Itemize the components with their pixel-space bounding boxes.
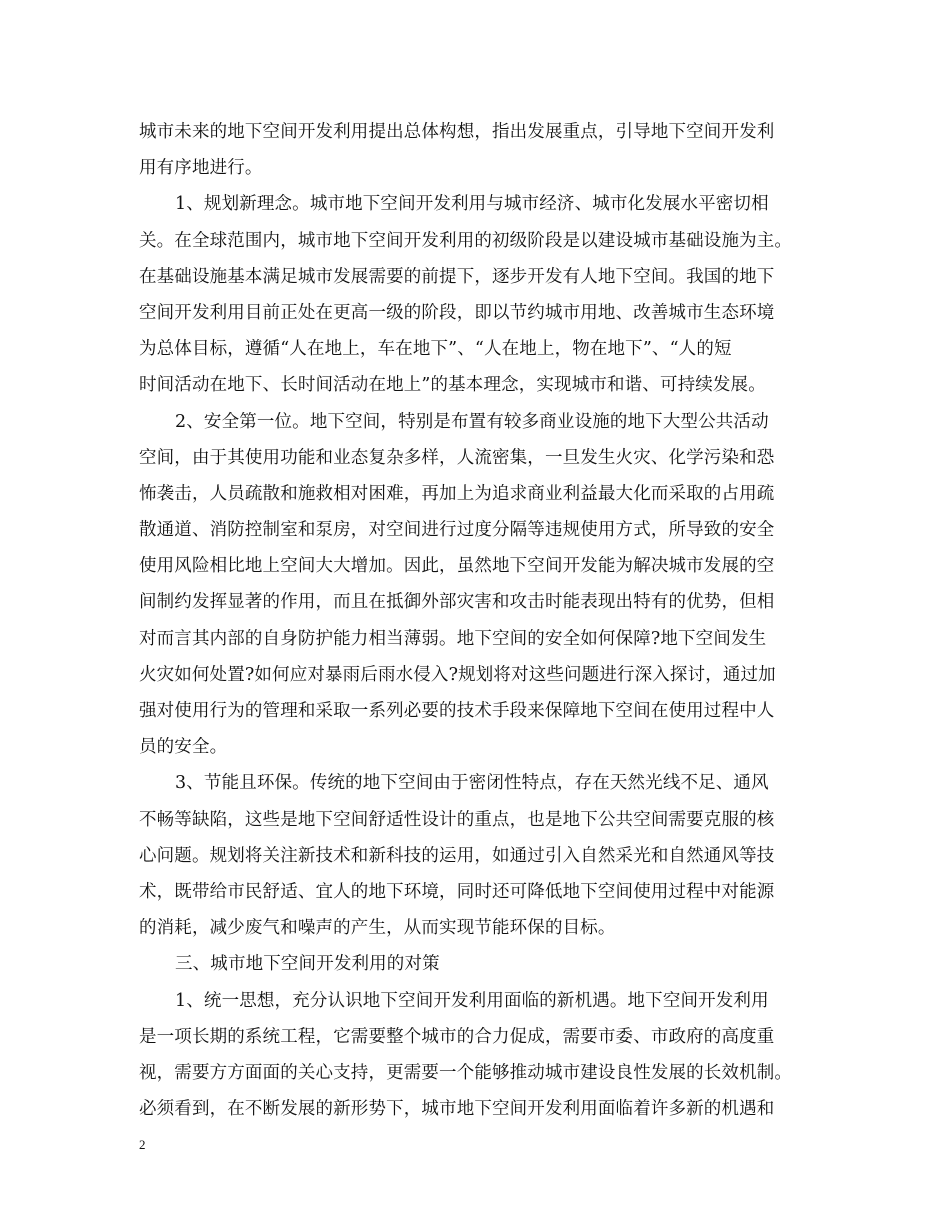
text-line: 使用风险相比地上空间大大增加。因此，虽然地下空间开发能为解决城市发展的空 [139, 556, 775, 577]
text-line: 火灾如何处置?如何应对暴雨后雨水侵入?规划将对这些问题进行深入探讨，通过加 [139, 664, 776, 685]
text-line: 时间活动在地下、长时间活动在地上”的基本理念，实现城市和谐、可持续发展。 [139, 375, 766, 396]
page-number: 2 [139, 1137, 146, 1152]
text-line: 城市未来的地下空间开发利用提出总体构想，指出发展重点，引导地下空间开发利 [139, 122, 775, 142]
text-line: 员的安全。 [139, 737, 228, 758]
text-line: 散通道、消防控制室和泵房，对空间进行过度分隔等违规使用方式，所导致的安全 [139, 520, 775, 541]
text-line: 三、城市地下空间开发利用的对策 [175, 954, 440, 975]
text-line: 用有序地进行。 [139, 158, 263, 179]
text-line: 怖袭击，人员疏散和施救相对困难，再加上为追求商业利益最大化而采取的占用疏 [139, 483, 775, 504]
text-line: 的消耗，减少废气和噪声的产生，从而实现节能环保的目标。 [139, 918, 616, 939]
body-text [139, 114, 829, 1127]
text-line: 空间开发利用目前正处在更高一级的阶段，即以节约城市用地、改善城市生态环境 [139, 302, 775, 323]
text-line: 1、统一思想，充分认识地下空间开发利用面临的新机遇。地下空间开发利用 [175, 990, 769, 1011]
text-line: 心问题。规划将关注新技术和新科技的运用，如通过引入自然采光和自然通风等技 [139, 845, 775, 866]
text-line: 术，既带给市民舒适、宜人的地下环境，同时还可降低地下空间使用过程中对能源 [139, 881, 775, 902]
text-line: 2、安全第一位。地下空间，特别是布置有较多商业设施的地下大型公共活动 [175, 411, 769, 432]
text-line: 是一项长期的系统工程，它需要整个城市的合力促成，需要市委、市政府的高度重 [139, 1026, 775, 1047]
text-line: 强对使用行为的管理和采取一系列必要的技术手段来保障地下空间在使用过程中人 [139, 701, 775, 721]
text-line: 为总体目标，遵循“人在地上，车在地下”、“人在地上，物在地下”、“人的短 [139, 339, 732, 360]
text-line: 空间，由于其使用功能和业态复杂多样，人流密集，一旦发生火灾、化学污染和恐 [139, 447, 775, 468]
text-line: 对而言其内部的自身防护能力相当薄弱。地下空间的安全如何保障?地下空间发生 [139, 628, 767, 649]
text-line: 不畅等缺陷，这些是地下空间舒适性设计的重点，也是地下公共空间需要克服的核 [139, 809, 775, 830]
text-line: 必须看到，在不断发展的新形势下，城市地下空间开发利用面临着许多新的机遇和 [139, 1099, 775, 1120]
text-line: 3、节能且环保。传统的地下空间由于密闭性特点，存在天然光线不足、通风 [175, 773, 769, 794]
text-line: 视，需要方方面面的关心支持，更需要一个能够推动城市建设良性发展的长效机制。 [139, 1062, 793, 1083]
text-line: 间制约发挥显著的作用，而且在抵御外部灾害和攻击时能表现出特有的优势，但相 [139, 592, 775, 613]
text-line: 1、规划新理念。城市地下空间开发利用与城市经济、城市化发展水平密切相 [175, 194, 769, 215]
text-line: 关。在全球范围内，城市地下空间开发利用的初级阶段是以建设城市基础设施为主。 [139, 230, 793, 251]
text-line: 在基础设施基本满足城市发展需要的前提下，逐步开发有人地下空间。我国的地下 [139, 266, 775, 287]
